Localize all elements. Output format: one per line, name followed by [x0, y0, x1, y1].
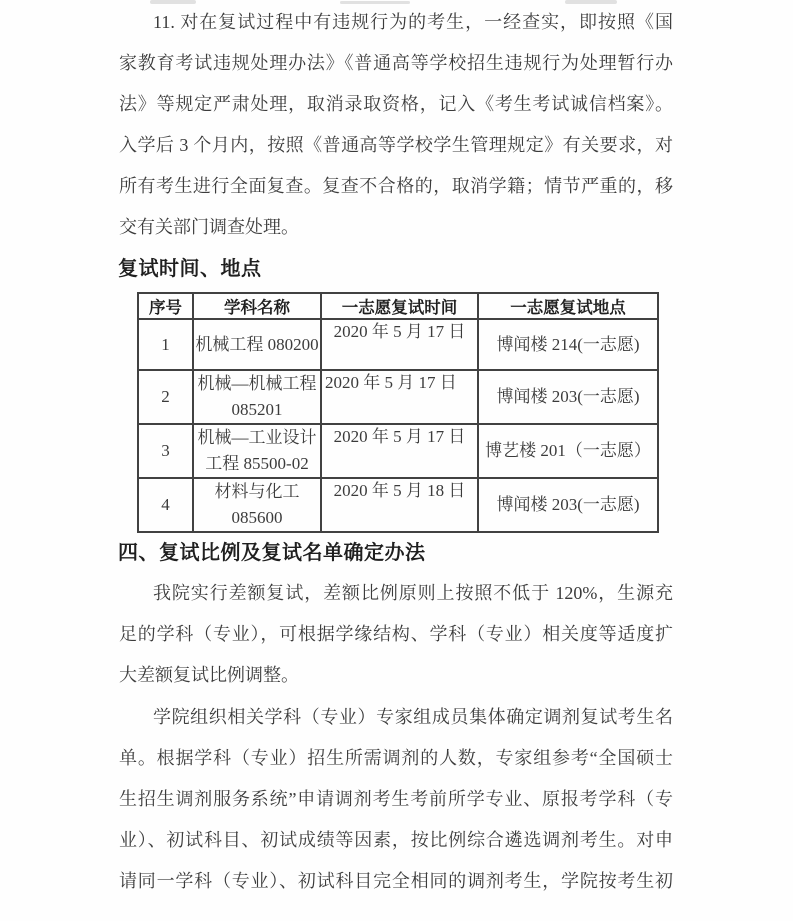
table-row [138, 424, 658, 478]
table-header-row [138, 293, 658, 319]
table-row [138, 319, 658, 370]
subject-line: 工程 85500-02 [205, 454, 309, 473]
paragraph-line: 大差额复试比例调整。 [119, 665, 299, 685]
cell-subject [193, 424, 321, 478]
paragraph-line: 我院实行差额复试，差额比例原则上按照不低于 120%，生源充 [153, 583, 673, 603]
paragraph-line: 足的学科（专业），可根据学缘结构、学科（专业）相关度等适度扩 [119, 624, 673, 644]
transfer-paragraph [119, 697, 673, 902]
reexam-schedule-table [137, 292, 659, 533]
paragraph-line: 入学后 3 个月内，按照《普通高等学校学生管理规定》有关要求，对 [119, 135, 673, 155]
cell-location: 博闻楼 203(一志愿) [478, 370, 658, 424]
item11-paragraph [119, 2, 673, 248]
paragraph-line: 所有考生进行全面复查。复查不合格的，取消学籍；情节严重的，移 [119, 176, 673, 196]
subject-line: 机械—机械工程 [197, 374, 317, 393]
subject-line: 机械—工业设计 [197, 428, 317, 447]
cell-location: 博闻楼 214(一志愿) [478, 319, 658, 370]
paragraph-line: 单。根据学科（专业）招生所需调剂的人数，专家组参考“全国硕士 [119, 748, 673, 768]
cell-location: 博艺楼 201（一志愿） [478, 424, 658, 478]
cell-row-no: 4 [138, 478, 193, 532]
col-header-location: 一志愿复试地点 [478, 293, 658, 319]
subject-line: 材料与化工 [214, 482, 300, 501]
cell-time: 2020 年 5 月 18 日 [321, 478, 478, 532]
paragraph-line: 法》等规定严肃处理，取消录取资格，记入《考生考试诚信档案》。 [119, 94, 673, 114]
col-header-no: 序号 [138, 293, 193, 319]
col-header-subject: 学科名称 [193, 293, 321, 319]
paragraph-line: 学院组织相关学科（专业）专家组成员集体确定调剂复试考生名 [153, 707, 673, 727]
paragraph-line: 家教育考试违规处理办法》《普通高等学校招生违规行为处理暂行办 [119, 53, 673, 73]
cell-row-no: 3 [138, 424, 193, 478]
subject-line: 085600 [231, 508, 283, 527]
paragraph-line: 11. 对在复试过程中有违规行为的考生，一经查实，即按照《国 [153, 12, 673, 32]
cell-subject [193, 319, 321, 370]
cell-row-no: 2 [138, 370, 193, 424]
cell-time: 2020 年 5 月 17 日 [321, 370, 478, 424]
paragraph-line: 交有关部门调查处理。 [119, 217, 299, 237]
table-row [138, 370, 658, 424]
subject-line: 机械工程 080200 [195, 334, 319, 354]
cell-row-no: 1 [138, 319, 193, 370]
section-heading-ratio: 四、复试比例及复试名单确定办法 [118, 542, 426, 564]
cell-subject [193, 478, 321, 532]
paragraph-line: 生招生调剂服务系统”申请调剂考生考前所学专业、原报考学科（专 [119, 789, 673, 809]
cell-time: 2020 年 5 月 17 日 [321, 424, 478, 478]
section-heading-time-location: 复试时间、地点 [118, 258, 262, 280]
cell-subject [193, 370, 321, 424]
cell-location: 博闻楼 203(一志愿) [478, 478, 658, 532]
col-header-time: 一志愿复试时间 [321, 293, 478, 319]
paragraph-line: 请同一学科（专业）、初试科目完全相同的调剂考生，学院按考生初 [119, 871, 673, 891]
subject-line: 085201 [231, 400, 283, 419]
ratio-paragraph [119, 573, 673, 696]
cell-time: 2020 年 5 月 17 日 [321, 319, 478, 370]
table-row [138, 478, 658, 532]
paragraph-line: 业）、初试科目、初试成绩等因素，按比例综合遴选调剂考生。对申 [119, 830, 673, 850]
